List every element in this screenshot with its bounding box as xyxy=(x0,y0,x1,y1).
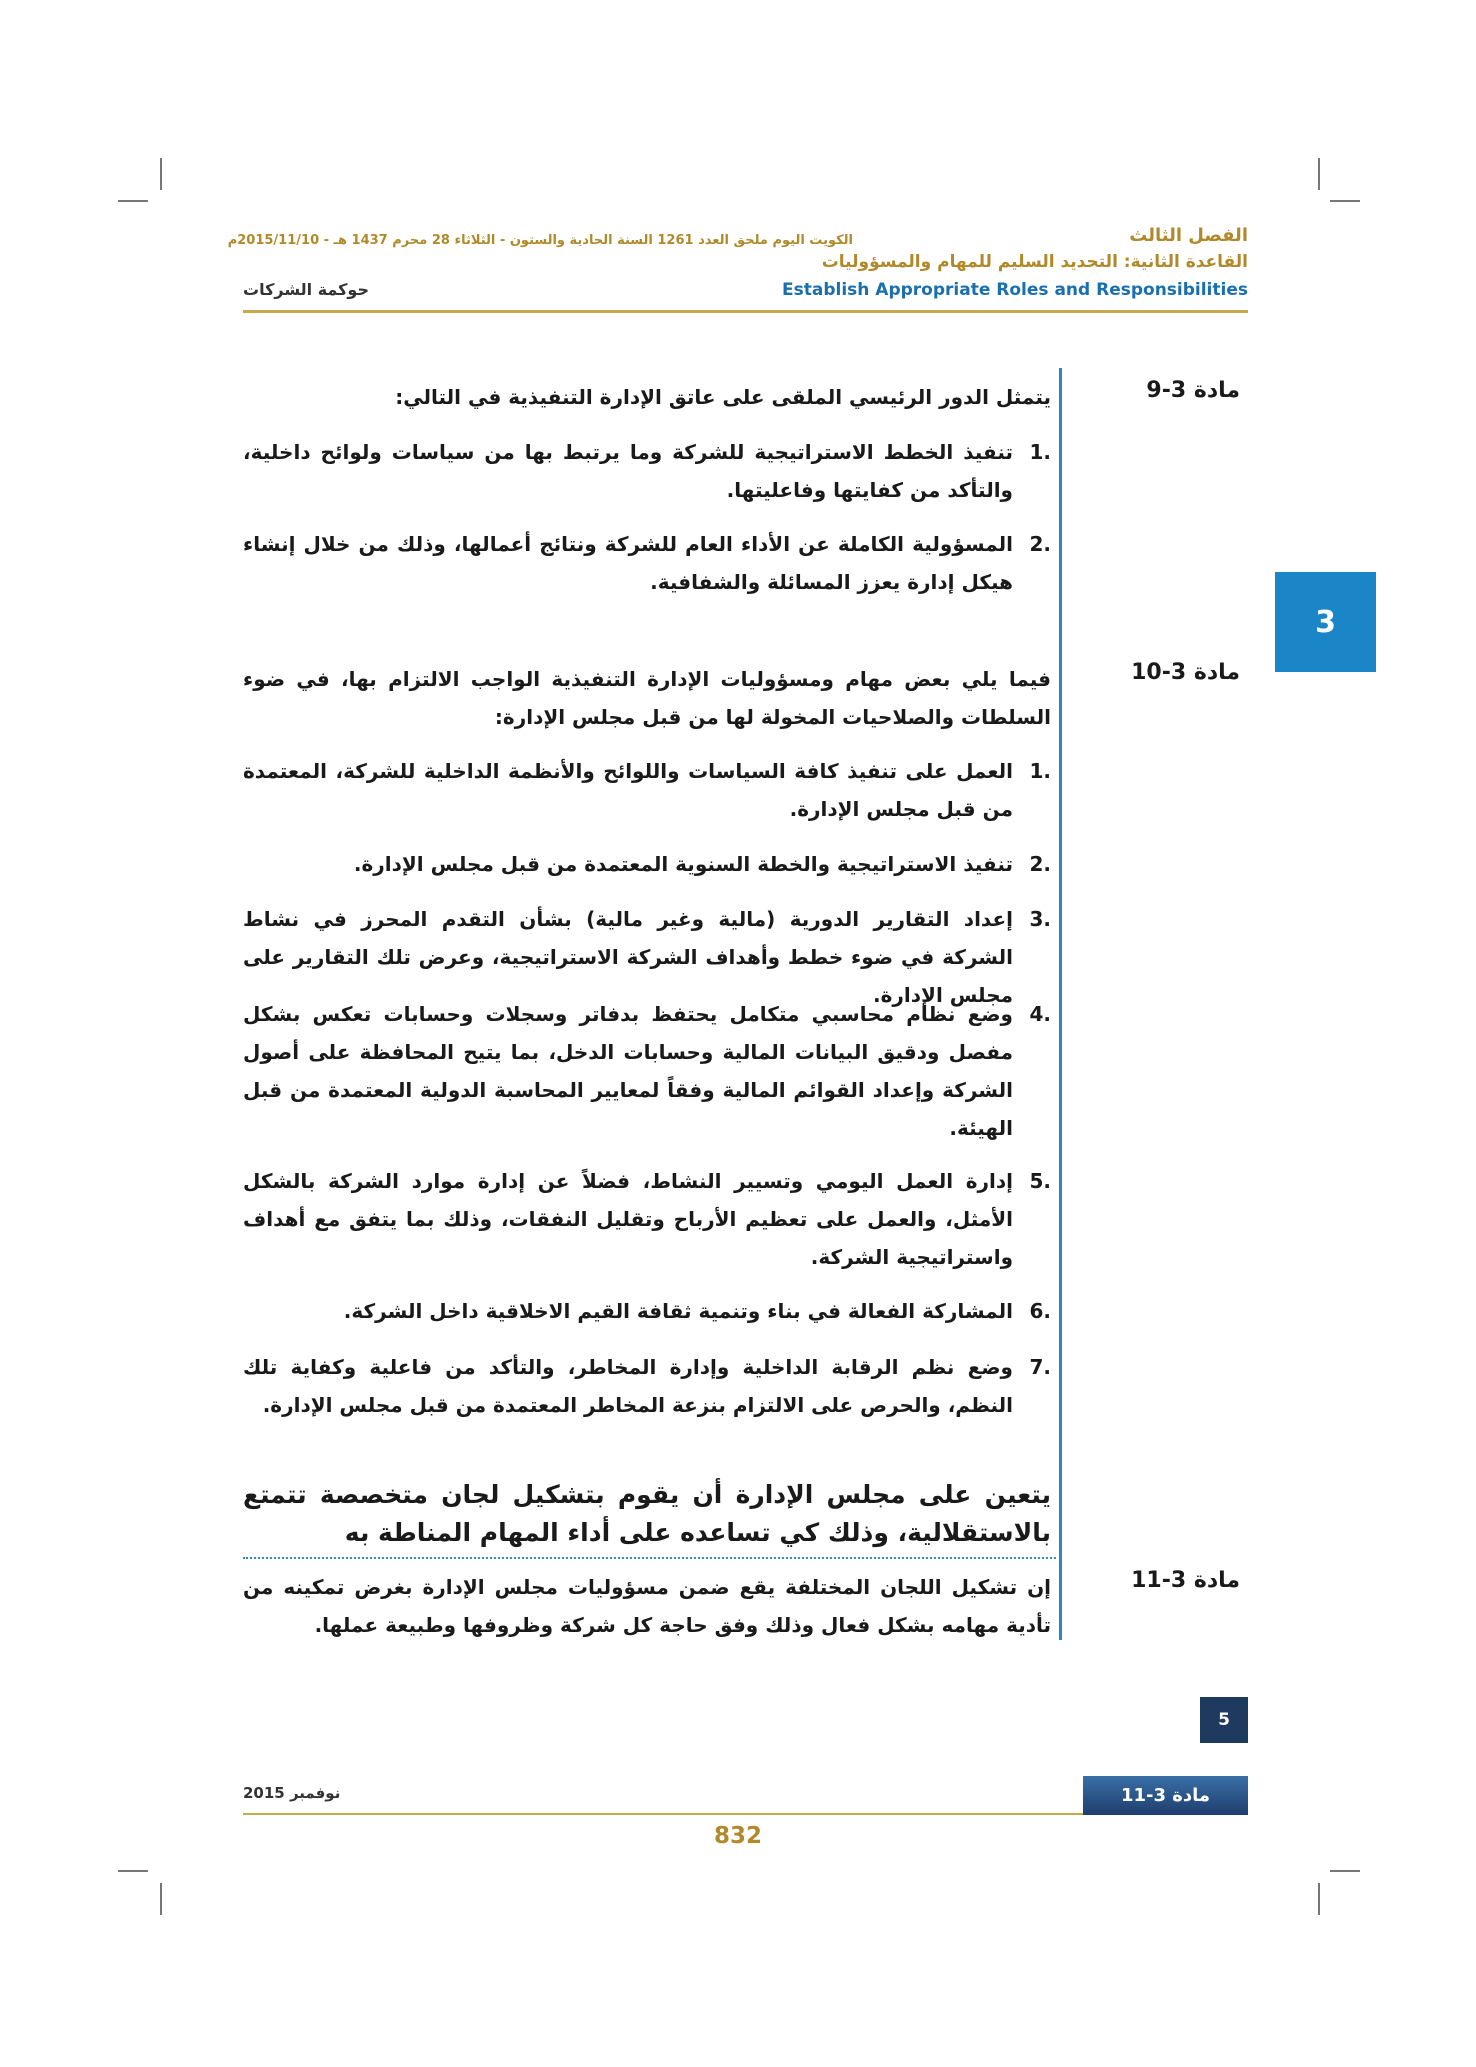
list-item xyxy=(243,525,1051,601)
list-item xyxy=(243,1162,1051,1276)
crop-mark xyxy=(1330,1870,1360,1872)
article-intro: فيما يلي بعض مهام ومسؤوليات الإدارة التنفيذية الواجب الالتزام بها، في ضوء السلطات والصلاحيات المخولة لها من قبل مجلس الإدارة: xyxy=(243,667,1051,729)
article-label: مادة 3-11 xyxy=(1131,1568,1240,1593)
list-item xyxy=(243,1348,1051,1424)
list-number: .4 xyxy=(1029,1002,1051,1026)
list-item xyxy=(243,752,1051,828)
header-divider xyxy=(243,310,1248,313)
list-item xyxy=(243,433,1051,509)
callout-divider xyxy=(243,1557,1056,1559)
list-text: العمل على تنفيذ كافة السياسات واللوائح والأنظمة الداخلية للشركة، المعتمدة من قبل مجلس الإدارة. xyxy=(243,759,1013,821)
list-text: إعداد التقارير الدورية (مالية وغير مالية) بشأن التقدم المحرز في نشاط الشركة في ضوء خطط وأهداف الشركة الاستراتيجية، وعرض تلك التقارير على مجلس الإدارة. xyxy=(243,907,1013,1007)
rule-title-english: Establish Appropriate Roles and Responsibilities xyxy=(782,280,1248,300)
list-text: وضع نظم الرقابة الداخلية وإدارة المخاطر، والتأكد من فاعلية وكفاية تلك النظم، والحرص على الالتزام بنزعة المخاطر المعتمدة من قبل مجلس الإدارة. xyxy=(243,1355,1013,1417)
list-number: .2 xyxy=(1029,532,1051,556)
footer-article-tab: مادة 3-11 xyxy=(1083,1776,1248,1815)
footer-date: نوفمبر 2015 xyxy=(243,1784,341,1802)
list-number: .2 xyxy=(1029,852,1051,876)
crop-mark xyxy=(1318,158,1320,190)
list-number: .3 xyxy=(1029,907,1051,931)
list-item xyxy=(243,1292,1051,1330)
list-text: إدارة العمل اليومي وتسيير النشاط، فضلاً عن إدارة موارد الشركة بالشكل الأمثل، والعمل على تعظيم الأرباح وتقليل النفقات، وذلك بما يتفق مع أهداف واستراتيجية الشركة. xyxy=(243,1169,1013,1269)
gazette-source-line: الكويت اليوم ملحق العدد 1261 السنة الحادية والستون - الثلاثاء 28 محرم 1437 هـ - 2015/11/10م xyxy=(227,233,853,248)
list-number: .1 xyxy=(1029,440,1051,464)
crop-mark xyxy=(118,200,148,202)
list-number: .6 xyxy=(1029,1299,1051,1323)
footer-divider xyxy=(243,1813,1083,1815)
page-number-box: 5 xyxy=(1200,1697,1248,1743)
crop-mark xyxy=(160,1883,162,1915)
list-item xyxy=(243,995,1051,1147)
list-text: تنفيذ الاستراتيجية والخطة السنوية المعتمدة من قبل مجلس الإدارة. xyxy=(353,852,1013,876)
rule-title-arabic: القاعدة الثانية: التحديد السليم للمهام والمسؤوليات xyxy=(821,252,1248,272)
chapter-title: الفصل الثالث xyxy=(1129,225,1248,246)
crop-mark xyxy=(160,158,162,190)
list-number: .1 xyxy=(1029,759,1051,783)
crop-mark xyxy=(118,1870,148,1872)
crop-mark xyxy=(1318,1883,1320,1915)
list-text: المشاركة الفعالة في بناء وتنمية ثقافة القيم الاخلاقية داخل الشركة. xyxy=(343,1299,1013,1323)
document-title: حوكمة الشركات xyxy=(243,280,369,299)
list-text: المسؤولية الكاملة عن الأداء العام للشركة ونتائج أعمالها، وذلك من خلال إنشاء هيكل إدارة يعزز المسائلة والشفافية. xyxy=(243,532,1013,594)
list-number: .7 xyxy=(1029,1355,1051,1379)
list-text: تنفيذ الخطط الاستراتيجية للشركة وما يرتبط بها من سياسات ولوائح داخلية، والتأكد من كفايتها وفاعليتها. xyxy=(243,440,1013,502)
list-item xyxy=(243,845,1051,883)
crop-mark xyxy=(1330,200,1360,202)
gazette-page-number: 832 xyxy=(713,1823,762,1849)
article-text: إن تشكيل اللجان المختلفة يقع ضمن مسؤوليات مجلس الإدارة بغرض تمكينه من تأدية مهامه بشكل فعال وذلك وفق حاجة كل شركة وظروفها وطبيعة عملها. xyxy=(243,1575,1051,1637)
article-label: مادة 3-10 xyxy=(1131,660,1240,685)
content-vertical-rule xyxy=(1059,368,1062,1640)
article-label: مادة 3-9 xyxy=(1146,378,1240,403)
list-number: .5 xyxy=(1029,1169,1051,1193)
list-text: وضع نظام محاسبي متكامل يحتفظ بدفاتر وسجلات وحسابات تعكس بشكل مفصل ودقيق البيانات المالية وحسابات الدخل، بما يتيح المحافظة على أصول الشركة وإعداد القوائم المالية وفقاً لمعايير المحاسبة الدولية المعتمدة من قبل الهيئة. xyxy=(243,1002,1013,1140)
article-intro: يتمثل الدور الرئيسي الملقى على عاتق الإدارة التنفيذية في التالي: xyxy=(395,385,1051,409)
principle-callout: يتعين على مجلس الإدارة أن يقوم بتشكيل لجان متخصصة تتمتع بالاستقلالية، وذلك كي تساعده على أداء المهام المناطة به xyxy=(243,1480,1051,1547)
chapter-side-tab: 3 xyxy=(1275,572,1376,672)
